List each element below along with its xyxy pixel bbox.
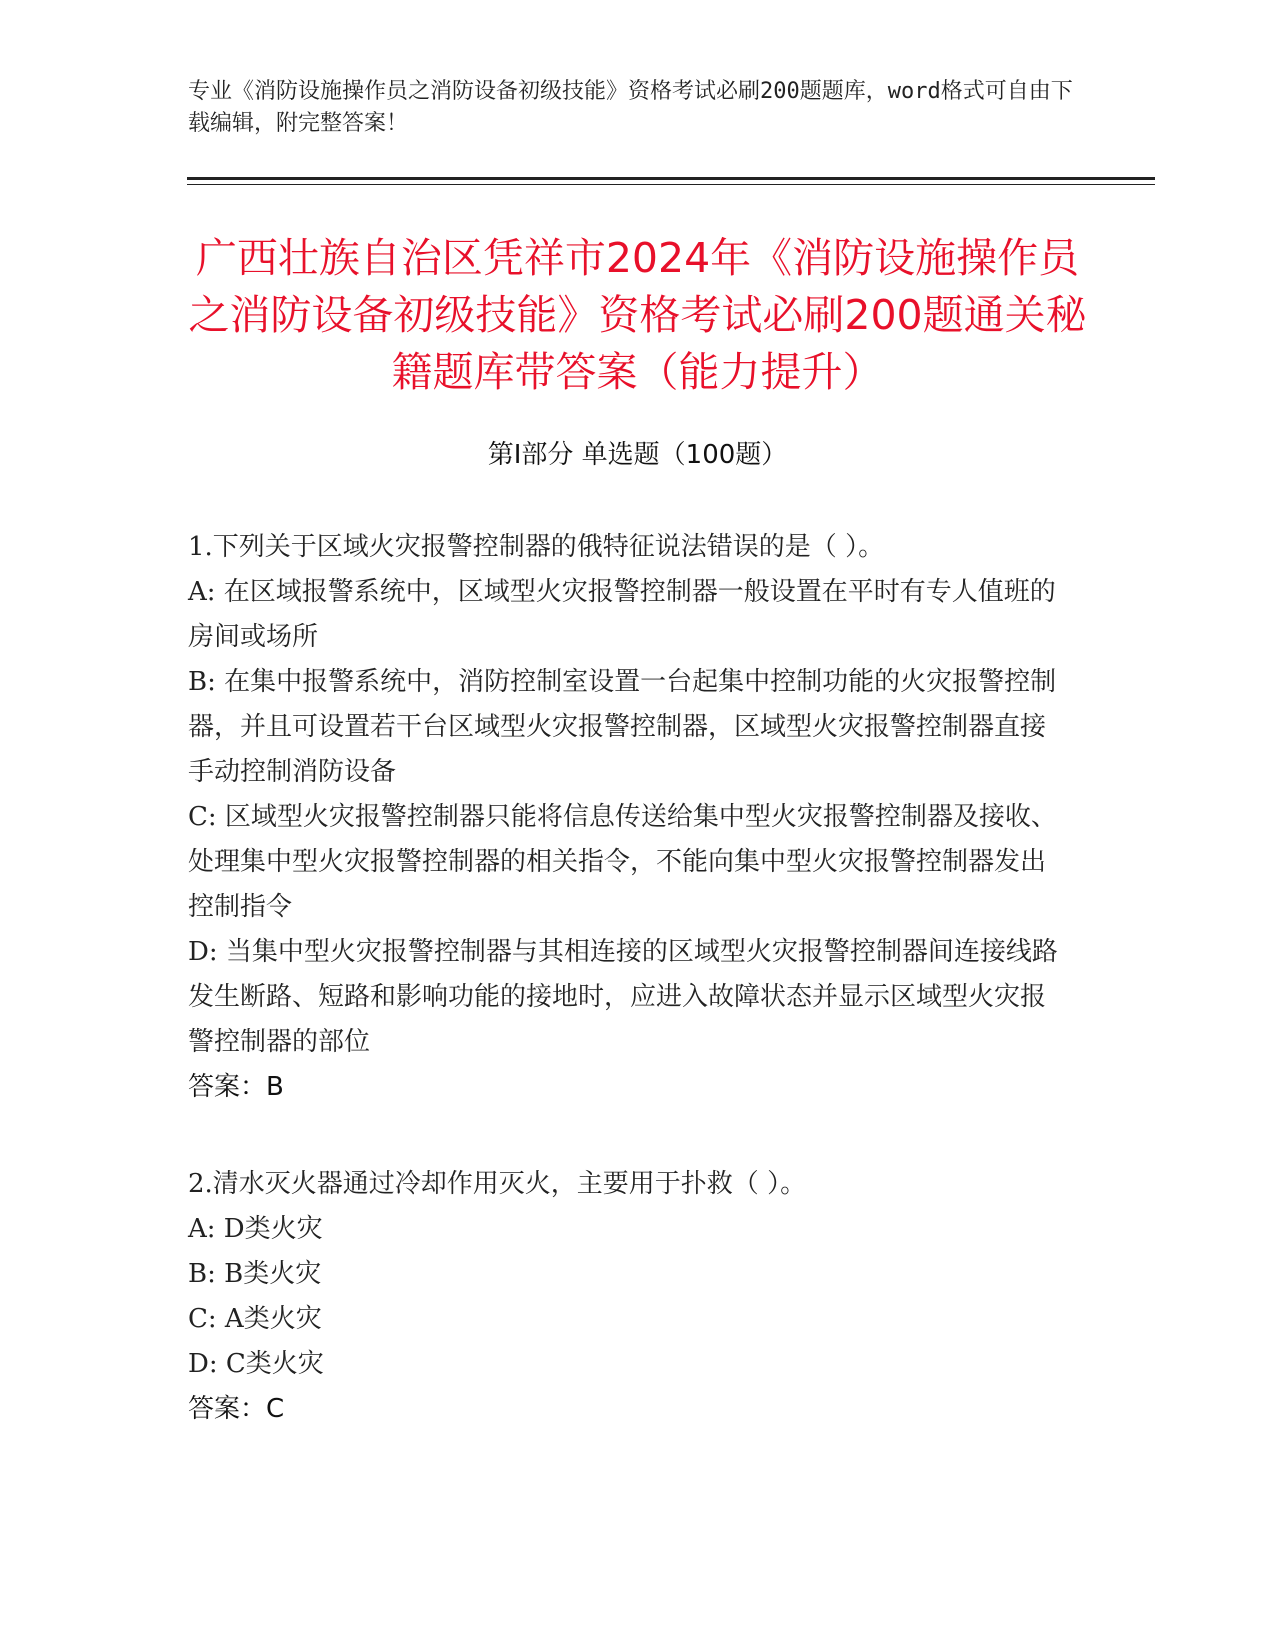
document-title: 广西壮族自治区凭祥市2024年《消防设施操作员之消防设备初级技能》资格考试必刷200题通关秘籍题库带答案（能力提升） bbox=[188, 234, 1087, 396]
option-b: B: B类火灾 bbox=[188, 1259, 322, 1289]
question-1 bbox=[188, 525, 1068, 1110]
option-d: D: C类火灾 bbox=[188, 1349, 324, 1379]
option-b: B: 在集中报警系统中，消防控制室设置一台起集中控制功能的火灾报警控制器，并且可设置若干台区域型火灾报警控制器，区域型火灾报警控制器直接手动控制消防设备 bbox=[188, 667, 1057, 787]
question-stem: 2.清水灭火器通过冷却作用灭火，主要用于扑救（ ）。 bbox=[188, 1169, 807, 1199]
option-a: A: 在区域报警系统中，区域型火灾报警控制器一般设置在平时有专人值班的房间或场所 bbox=[188, 577, 1056, 652]
header-note: 专业《消防设施操作员之消防设备初级技能》资格考试必刷200题题库，word格式可自由下载编辑，附完整答案！ bbox=[188, 79, 1073, 136]
option-d: D: 当集中型火灾报警控制器与其相连接的区域型火灾报警控制器间连接线路发生断路、短路和影响功能的接地时，应进入故障状态并显示区域型火灾报警控制器的部位 bbox=[188, 937, 1058, 1057]
option-c: C: A类火灾 bbox=[188, 1304, 322, 1334]
question-stem: 1.下列关于区域火灾报警控制器的俄特征说法错误的是（ ）。 bbox=[188, 532, 885, 562]
header-divider-thick bbox=[187, 177, 1155, 180]
option-a: A: D类火灾 bbox=[188, 1214, 323, 1244]
option-c: C: 区域型火灾报警控制器只能将信息传送给集中型火灾报警控制器及接收、处理集中型火灾报警控制器的相关指令，不能向集中型火灾报警控制器发出控制指令 bbox=[188, 802, 1057, 922]
answer: 答案：B bbox=[188, 1072, 284, 1102]
question-2 bbox=[188, 1162, 1068, 1432]
answer: 答案：C bbox=[188, 1394, 285, 1424]
section-heading: 第I部分 单选题（100题） bbox=[487, 440, 788, 470]
header-divider-thin bbox=[187, 184, 1155, 185]
